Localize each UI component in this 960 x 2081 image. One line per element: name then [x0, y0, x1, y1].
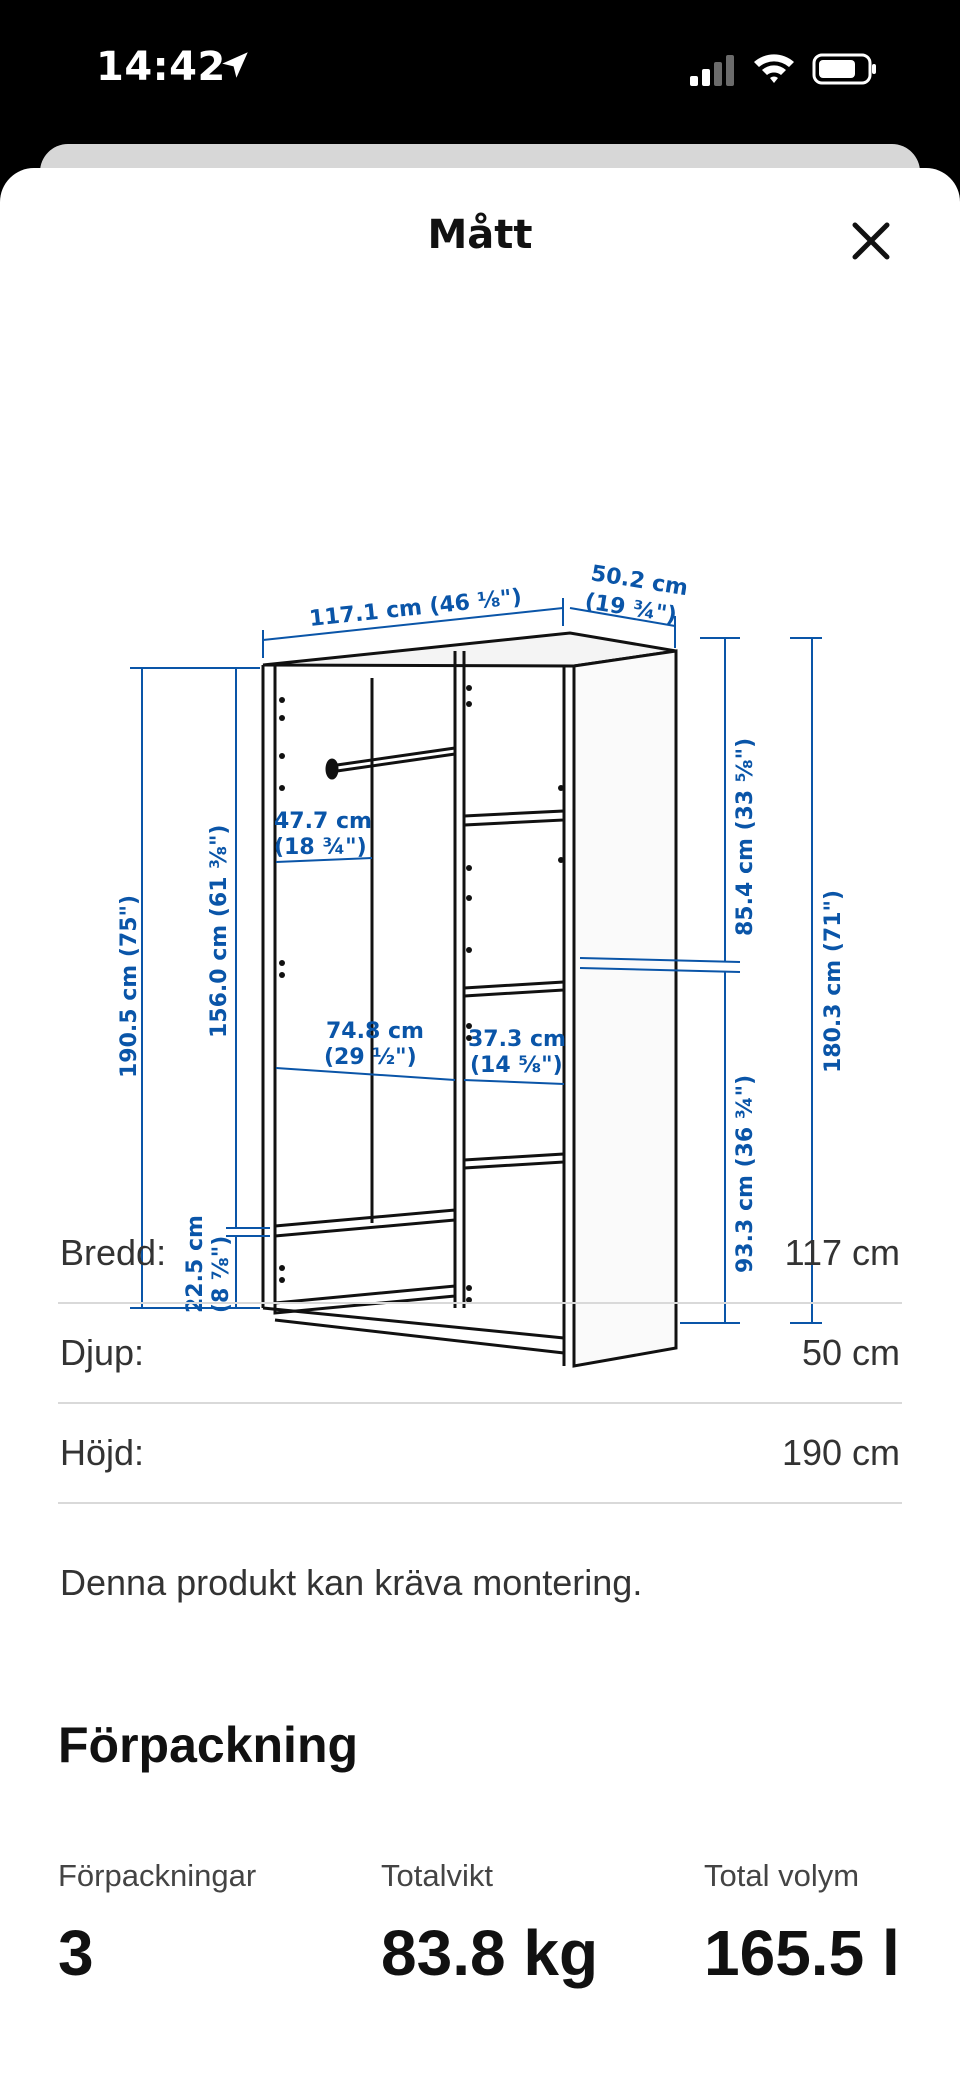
depth-dimension-label-line1: 50.2 cm	[589, 561, 690, 602]
rail-depth-label-line2: (18 ¾")	[274, 835, 367, 860]
spec-value: 190 cm	[781, 1432, 900, 1473]
package-count-value: 3	[58, 1917, 94, 1989]
total-volume	[704, 1858, 900, 1990]
plinth-height-label-line1: 22.5 cm	[183, 1215, 208, 1313]
sheet-title: Mått	[427, 212, 533, 258]
total-volume-label: Total volym	[704, 1858, 860, 1893]
spec-label: Bredd:	[60, 1232, 167, 1273]
spec-value: 50 cm	[801, 1332, 900, 1373]
total-weight-value: 83.8 kg	[381, 1917, 599, 1989]
location-arrow-icon	[218, 48, 252, 82]
dimensions-sheet	[0, 168, 960, 2081]
total-height-label: 190.5 cm (75")	[117, 894, 142, 1078]
spec-value: 117 cm	[784, 1232, 900, 1273]
left-inner-width-label-line1: 74.8 cm	[326, 1019, 424, 1044]
spec-row-height	[58, 1402, 902, 1504]
spec-row-depth	[58, 1302, 902, 1404]
spec-row-width	[58, 1202, 902, 1304]
status-time: 14:42	[96, 44, 226, 90]
cellular-signal-icon	[688, 54, 736, 88]
status-bar	[0, 0, 960, 140]
depth-dimension-label-line2: (19 ¾")	[583, 589, 679, 629]
package-count	[58, 1858, 256, 1990]
side-height-label: 180.3 cm (71")	[821, 889, 846, 1073]
right-inner-width-label-line1: 37.3 cm	[468, 1027, 566, 1052]
plinth-height-label-line2: (8 ⅞")	[209, 1235, 234, 1313]
assembly-note: Denna produkt kan kräva montering.	[60, 1562, 643, 1603]
packaging-heading: Förpackning	[58, 1717, 359, 1773]
spec-label: Djup:	[60, 1332, 145, 1373]
close-icon[interactable]	[846, 216, 896, 266]
right-inner-width-label-line2: (14 ⅝")	[470, 1053, 563, 1078]
width-dimension-label: 117.1 cm (46 ⅛")	[308, 584, 523, 632]
lower-right-height-label: 93.3 cm (36 ¾")	[733, 1074, 758, 1273]
wifi-icon	[752, 50, 796, 86]
dimension-labels	[117, 561, 846, 1313]
upper-right-height-label: 85.4 cm (33 ⅝")	[733, 737, 758, 936]
battery-icon	[812, 52, 878, 86]
inner-height-label: 156.0 cm (61 ⅜")	[207, 824, 232, 1038]
spec-label: Höjd:	[60, 1432, 145, 1473]
total-weight	[381, 1858, 598, 1990]
rail-depth-label-line1: 47.7 cm	[274, 809, 372, 834]
total-weight-label: Totalvikt	[381, 1858, 493, 1893]
package-count-label: Förpackningar	[58, 1858, 257, 1893]
left-inner-width-label-line2: (29 ½")	[324, 1045, 417, 1070]
total-volume-value: 165.5 l	[704, 1917, 900, 1989]
